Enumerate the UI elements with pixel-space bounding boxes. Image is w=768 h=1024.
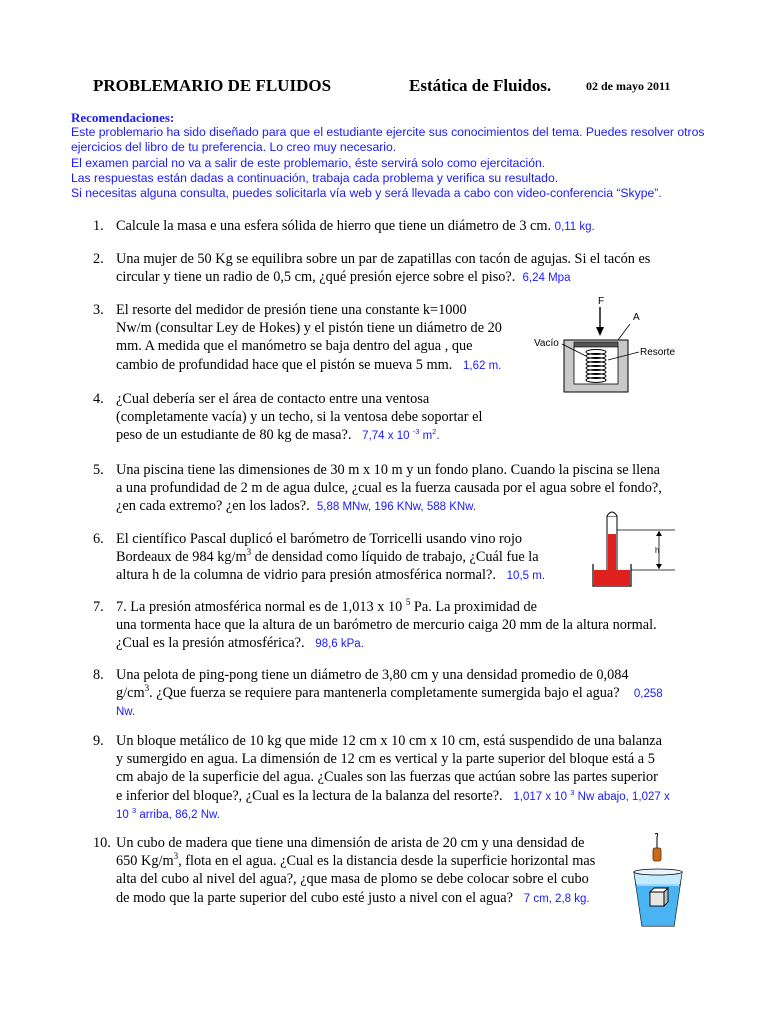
problem-text-line: Una piscina tiene las dimensiones de 30 m x 10 m y un fondo plano. Cuando la piscina se llena (116, 462, 660, 478)
vacuum-label: Vacío (534, 338, 559, 349)
force-label: F (598, 296, 605, 307)
problem-answer: 0,11 kg. (554, 221, 595, 233)
problem-answer: 1,017 x 10 $^3$ Nw abajo, 1,027 x (513, 787, 670, 803)
problem-number: 7. (93, 599, 104, 615)
problem-number: 8. (93, 667, 104, 683)
problem-text-line: Un bloque metálico de 10 kg que mide 12 cm x 10 cm x 10 cm, está suspendido de una balanza (116, 733, 662, 749)
problem-answer-continued: Nw. (116, 706, 136, 719)
problem-number: 9. (93, 733, 104, 749)
recommendation-line: ejercicios del libro de tu preferencia. Lo creo muy necesario. (71, 140, 397, 155)
problem-text-line: 7. La presión atmosférica normal es de 1,013 x 10 $^5$ Pa. La proximidad de (116, 597, 537, 615)
recommendations-block (71, 110, 711, 201)
recommendation-line: Si necesitas alguna consulta, puedes solicitarla vía web y será llevada a cabo con video-conferencia “Skype”. (71, 186, 662, 201)
problem-text-line: de modo que la parte superior del cubo esté justo a nivel con el agua? (116, 889, 513, 906)
problem-text-line: a una profundidad de 2 m de agua dulce, ¿cual es la fuerza causada por el agua sobre el fondo?, (116, 480, 662, 497)
problem-answer: 6,24 Mpa (522, 272, 571, 285)
problem-text-line: cm abajo de la superficie del agua. ¿Cuales son las fuerzas que actúan sobre las partes superior (116, 769, 658, 786)
problem-answer: 0,258 (633, 688, 663, 701)
problem-text-line: Un cubo de madera que tiene una dimensión de arista de 20 cm y una densidad de (116, 835, 585, 851)
barometer-figure (585, 508, 680, 593)
problem-text-line: $g/cm^3$. ¿Que fuerza se requiere para mantenerla completamente sumergida bajo el agua? 0,258 (116, 683, 663, 702)
problem-text-line: Bordeaux de 984 $kg/m^3$ de densidad como líquido de trabajo, ¿Cuál fue la (116, 547, 539, 566)
problem-text-line: ¿en cada extremo? ¿en los lados?. (116, 498, 310, 515)
problem-text-line: ¿Cual es la presión atmosférica?. (116, 635, 305, 652)
spring-label: Resorte (640, 347, 676, 358)
problem-text-line: e inferior del bloque?, ¿Cual es la lectura de la balanza del resorte?. (116, 787, 503, 804)
problem-text-line: El científico Pascal duplicó el barómetro de Torricelli usando vino rojo (116, 531, 523, 547)
problem-text-line: cambio de profundidad hace que el pistón se mueva 5 mm. (116, 356, 453, 373)
problem-text: Calcule la masa e una esfera sólida de hierro que tiene un diámetro de 3 cm. (116, 218, 552, 234)
problem-text-line: mm. A medida que el manómetro se baja dentro del agua , que (116, 338, 473, 355)
problem-number: 10. (93, 835, 111, 851)
problem-text-line: (completamente vacía) y un techo, si la ventosa debe soportar el (116, 409, 483, 426)
problem-text-line: 650 $Kg/m^3$, flota en el agua. ¿Cual es la distancia desde la superficie horizontal mas (116, 851, 596, 870)
pressure-gauge-figure (532, 294, 692, 399)
problem-number: 1. (93, 218, 104, 234)
problem-text-line: alta del cubo al nivel del agua?, ¿que masa de plomo se debe colocar sobre el cubo (116, 871, 589, 888)
problem-answer: 1,62 m. (463, 359, 502, 372)
problem-answer-continued: 10 $^3$ arriba, 86,2 Nw. (116, 805, 220, 821)
problem-number: 2. (93, 251, 104, 267)
problem-answer: 7 cm, 2,8 kg. (523, 892, 590, 905)
document-date: 02 de mayo 2011 (586, 79, 671, 93)
document-subject: Estática de Fluidos. (409, 76, 552, 95)
problem-number: 5. (93, 462, 104, 478)
recommendation-line: Las respuestas están dadas a continuación, trabaja cada problema y verifica su resultado. (71, 170, 559, 185)
problem-text-line: circular y tiene un radio de 0,5 cm, ¿qué presión ejerce sobre el piso?. (116, 269, 516, 286)
problem-text-line: una tormenta hace que la altura de un barómetro de mercurio caiga 20 mm de la altura normal. (116, 617, 657, 634)
recommendation-line: Este problemario ha sido diseñado para que el estudiante ejercite sus conocimientos del tema. Puedes resolver otros (71, 125, 705, 140)
problem-answer: 10,5 m. (506, 570, 546, 583)
problem-text-line: ¿Cual debería ser el área de contacto entre una ventosa (116, 391, 430, 407)
problem-answer: 98,6 kPa. (315, 638, 364, 651)
document-title: PROBLEMARIO DE FLUIDOS (93, 76, 332, 95)
recommendations-title: Recomendaciones: (71, 110, 175, 125)
height-label: h (655, 546, 660, 555)
problem-text-line: Nw/m (consultar Ley de Hokes) y el pistón tiene un diámetro de 20 (116, 320, 502, 337)
recommendation-line: El examen parcial no va a salir de este problemario, éste servirá solo como ejercitación. (71, 155, 546, 170)
problem-text-line: y sumergido en agua. La dimensión de 12 cm es vertical y la parte superior del bloque está a 5 (116, 751, 655, 768)
problem-text-line: peso de un estudiante de 80 kg de masa?. (116, 427, 352, 444)
problem-answer: 5,88 MNw, 196 KNw, 588 KNw. (316, 501, 477, 514)
problem-text-line: altura h de la columna de vidrio para presión atmosférica normal?. (116, 567, 496, 584)
problem-number: 6. (93, 531, 104, 547)
problem-text-line: Una mujer de 50 Kg se equilibra sobre un par de zapatillas con tacón de agujas. Si el tacón es (116, 251, 651, 267)
document-header (93, 76, 733, 100)
problem-number: 4. (93, 391, 104, 407)
problem-text-line: El resorte del medidor de presión tiene una constante k=1000 (116, 302, 467, 318)
problem-number: 3. (93, 302, 104, 318)
area-label: A (633, 312, 640, 323)
problem-answer: 7,74 x 10 $^{-3}$ $m^2$. (362, 427, 440, 443)
problem-text-line: Una pelota de ping-pong tiene un diámetro de 3,80 cm y una densidad promedio de 0,084 (116, 667, 629, 683)
floating-cube-figure (630, 830, 690, 930)
